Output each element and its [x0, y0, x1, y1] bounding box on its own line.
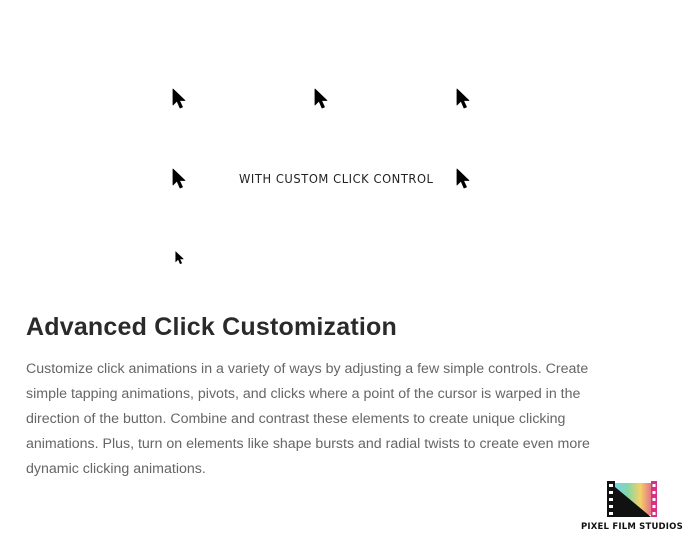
arrow-cursor-icon — [314, 88, 328, 110]
arrow-cursor-icon — [172, 88, 186, 110]
arrow-cursor-icon — [175, 251, 184, 265]
pixel-film-studios-logo — [578, 478, 686, 534]
arrow-cursor-icon — [172, 168, 186, 190]
arrow-cursor-icon — [456, 168, 470, 190]
brand-name: PIXEL FILM STUDIOS — [581, 522, 683, 532]
film-strip-logo-icon — [607, 481, 657, 517]
arrow-cursor-icon — [456, 88, 470, 110]
section-description: Customize click animations in a variety of ways by adjusting a few simple controls. Create simple tapping animations, pivots, and clicks where a point of the cursor is warped in the direction of the button. Combine and contrast these elements to create unique clicking animations. Plus, turn on elements like shape bursts and radial twists to create even more dynamic clicking animations. — [26, 361, 590, 477]
section-heading: Advanced Click Customization — [26, 313, 397, 341]
demo-caption: WITH CUSTOM CLICK CONTROL — [239, 171, 434, 186]
